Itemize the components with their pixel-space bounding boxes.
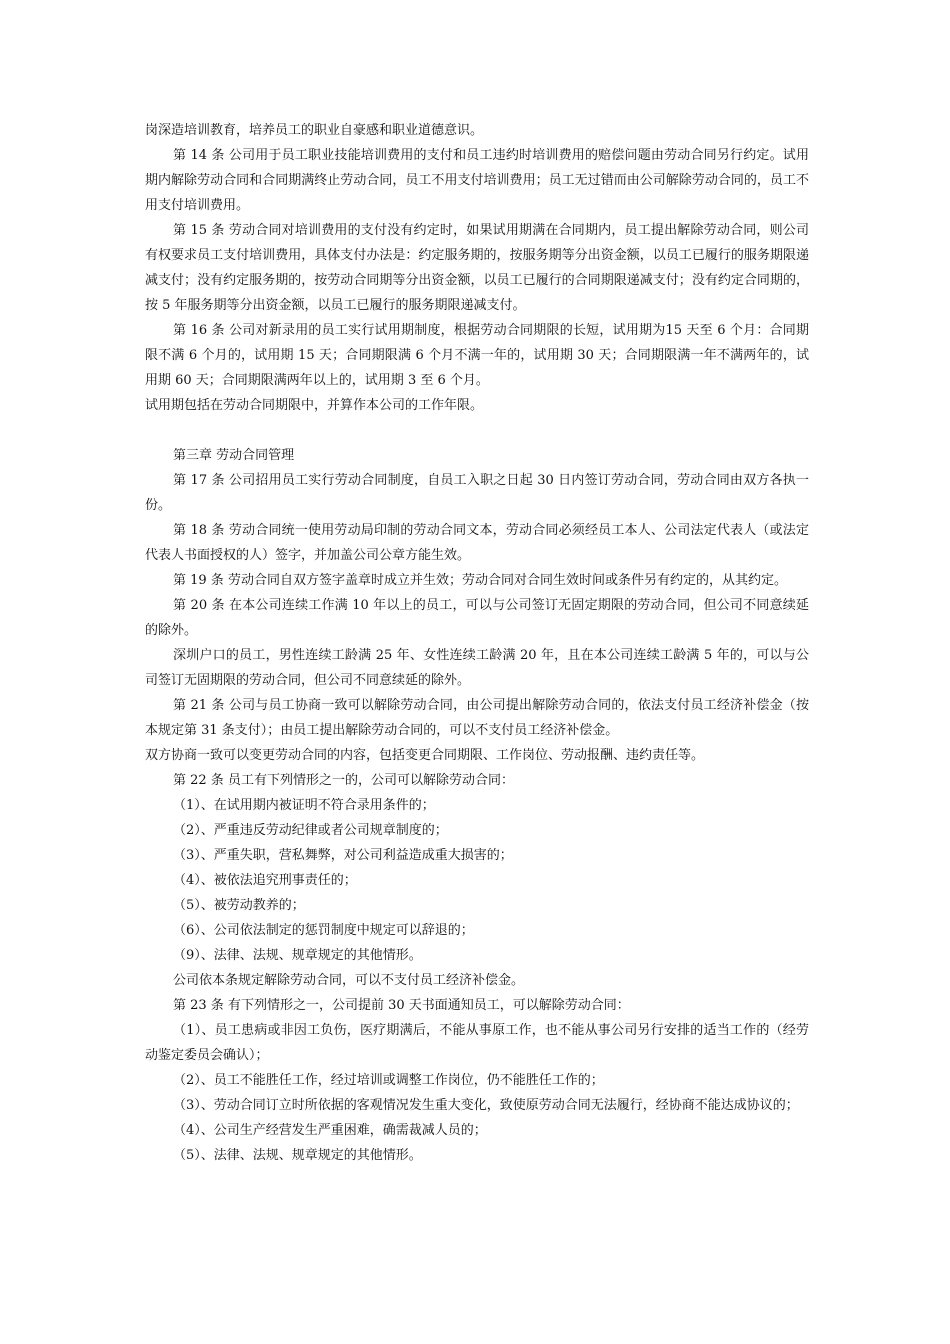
article-23: 第 23 条 有下列情形之一，公司提前 30 天书面通知员工，可以解除劳动合同： — [173, 998, 630, 1013]
list-item: （9）、法律、法规、规章规定的其他情形。 — [173, 948, 422, 963]
list-item: （3）、严重失职，营私舞弊，对公司利益造成重大损害的； — [173, 848, 513, 863]
article-22: 第 22 条 员工有下列情形之一的，公司可以解除劳动合同： — [173, 773, 514, 788]
document-body — [145, 118, 809, 1168]
list-item: （5）、法律、法规、规章规定的其他情形。 — [173, 1148, 422, 1163]
article-20: 第 20 条 在本公司连续工作满 10 年以上的员工，可以与公司签订无固定期限的劳动合同，但公司不同意续延的除外。 — [145, 598, 809, 638]
list-item: （6）、公司依法制定的惩罚制度中规定可以辞退的； — [173, 923, 474, 938]
article-16: 第 16 条 公司对新录用的员工实行试用期制度，根据劳动合同期限的长短，试用期为15 天至 6 个月：合同期限不满 6 个月的，试用期 15 天；合同期限满 6 个月不满一年的，试用期 30 天；合同期限满一年不满两年的，试用期 60 天；合同期限满两年以上的，试用期 3 至 6 个月。 — [145, 323, 809, 388]
list-item: （3）、劳动合同订立时所依据的客观情况发生重大变化，致使原劳动合同无法履行，经协商不能达成协议的； — [173, 1098, 799, 1113]
paragraph: 双方协商一致可以变更劳动合同的内容，包括变更合同期限、工作岗位、劳动报酬、违约责任等。 — [145, 748, 705, 763]
paragraph: 深圳户口的员工，男性连续工龄满 25 年、女性连续工龄满 20 年，且在本公司连续工龄满 5 年的，可以与公司签订无固期限的劳动合同，但公司不同意续延的除外。 — [145, 648, 809, 688]
article-18: 第 18 条 劳动合同统一使用劳动局印制的劳动合同文本，劳动合同必须经员工本人、公司法定代表人（或法定代表人书面授权的人）签字，并加盖公司公章方能生效。 — [145, 523, 809, 563]
list-item: （5）、被劳动教养的； — [173, 898, 305, 913]
paragraph: 岗深造培训教育，培养员工的职业自豪感和职业道德意识。 — [145, 123, 484, 138]
list-item: （2）、严重违反劳动纪律或者公司规章制度的； — [173, 823, 448, 838]
article-15: 第 15 条 劳动合同对培训费用的支付没有约定时，如果试用期满在合同期内，员工提出解除劳动合同，则公司有权要求员工支付培训费用，具体支付办法是：约定服务期的，按服务期等分出资金额，以员工已履行的服务期限递减支付；没有约定服务期的，按劳动合同期等分出资金额，以员工已履行的合同期限递减支付；没有约定合同期的，按 5 年服务期等分出资金额，以员工已履行的服务期限递减支付。 — [145, 223, 809, 313]
list-item: （4）、公司生产经营发生严重困难，确需裁减人员的； — [173, 1123, 487, 1138]
article-21: 第 21 条 公司与员工协商一致可以解除劳动合同，由公司提出解除劳动合同的，依法支付员工经济补偿金（按本规定第 31 条支付）；由员工提出解除劳动合同的，可以不支付员工经济补偿金。 — [145, 698, 809, 738]
list-item: （1）、在试用期内被证明不符合录用条件的； — [173, 798, 435, 813]
article-19: 第 19 条 劳动合同自双方签字盖章时成立并生效；劳动合同对合同生效时间或条件另有约定的，从其约定。 — [173, 573, 787, 588]
list-item: （2）、员工不能胜任工作，经过培训或调整工作岗位，仍不能胜任工作的； — [173, 1073, 604, 1088]
chapter-heading: 第三章 劳动合同管理 — [173, 448, 295, 463]
article-17: 第 17 条 公司招用员工实行劳动合同制度，自员工入职之日起 30 日内签订劳动合同，劳动合同由双方各执一份。 — [145, 473, 809, 513]
article-14: 第 14 条 公司用于员工职业技能培训费用的支付和员工违约时培训费用的赔偿问题由劳动合同另行约定。试用期内解除劳动合同和合同期满终止劳动合同，员工不用支付培训费用；员工无过错而由公司解除劳动合同的，员工不用支付培训费用。 — [145, 148, 809, 213]
list-item: （1）、员工患病或非因工负伤，医疗期满后，不能从事原工作，也不能从事公司另行安排的适当工作的（经劳动鉴定委员会确认）； — [145, 1023, 809, 1063]
list-item: （4）、被依法追究刑事责任的； — [173, 873, 357, 888]
blank-line — [145, 418, 809, 443]
paragraph: 试用期包括在劳动合同期限中，并算作本公司的工作年限。 — [145, 398, 484, 413]
paragraph: 公司依本条规定解除劳动合同，可以不支付员工经济补偿金。 — [173, 973, 525, 988]
